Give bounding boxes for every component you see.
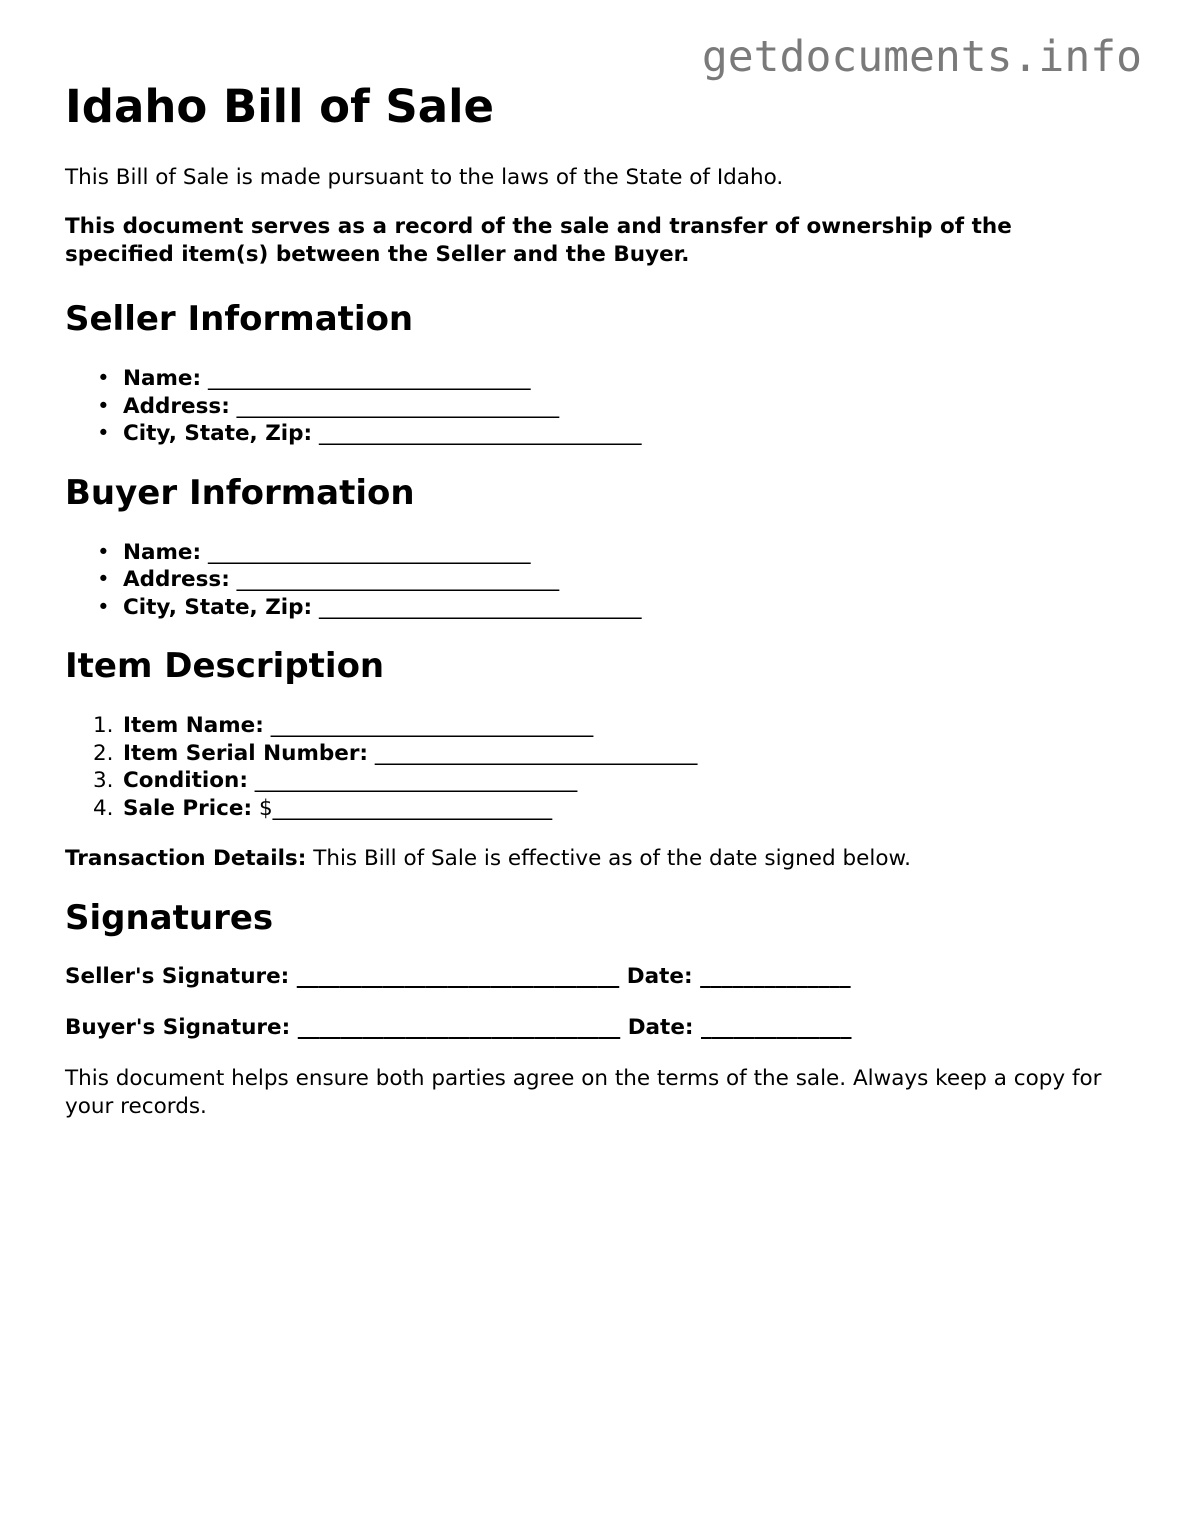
blank-line[interactable]: ______________________________	[270, 713, 594, 738]
item-name-field: 1. Item Name: ______________________________	[93, 713, 594, 738]
date-blank[interactable]: ______________	[700, 964, 851, 989]
item-heading: Item Description	[65, 646, 385, 686]
seller-signature-line: Seller's Signature: ______________________________ Date: ______________	[65, 964, 851, 989]
document-body	[65, 80, 1125, 1142]
buyer-signature-line: Buyer's Signature: ______________________________ Date: ______________	[65, 1015, 852, 1040]
blank-line[interactable]: ______________________________	[254, 768, 578, 793]
item-fields	[65, 712, 1125, 822]
seller-address-field: • Address: ______________________________	[97, 393, 560, 419]
purpose-text: This document serves as a record of the sale and transfer of ownership of the specified item(s) between the Seller and the Buyer.	[65, 214, 1012, 267]
signature-blank[interactable]: ______________________________	[296, 964, 620, 989]
buyer-address-field: • Address: ______________________________	[97, 567, 560, 592]
item-condition-field: 3. Condition: ______________________________	[93, 768, 578, 793]
intro-text: This Bill of Sale is made pursuant to the laws of the State of Idaho.	[65, 165, 784, 190]
date-blank[interactable]: ______________	[701, 1015, 852, 1040]
blank-line[interactable]: ______________________________	[319, 594, 642, 620]
bullet-icon: •	[97, 594, 110, 620]
page-title: Idaho Bill of Sale	[65, 80, 495, 133]
seller-city-field: • City, State, Zip: ______________________________	[97, 421, 642, 446]
buyer-name-field: • Name: ______________________________	[97, 539, 531, 565]
transaction-details: Transaction Details: This Bill of Sale is effective as of the date signed below.	[65, 846, 911, 871]
item-price-field: 4. Sale Price: $__________________________	[93, 795, 553, 821]
blank-line[interactable]: ______________________________	[319, 421, 642, 446]
signatures-heading: Signatures	[65, 898, 274, 938]
buyer-city-field: • City, State, Zip: ______________________________	[97, 594, 642, 620]
buyer-fields	[65, 539, 1125, 622]
blank-line[interactable]: ______________________________	[207, 366, 531, 391]
bullet-icon: •	[97, 567, 110, 592]
seller-name-field: • Name: ______________________________	[97, 366, 531, 391]
bullet-icon: •	[97, 393, 110, 419]
blank-line[interactable]: ______________________________	[374, 740, 698, 766]
item-serial-field: 2. Item Serial Number: ______________________________	[93, 740, 698, 766]
buyer-heading: Buyer Information	[65, 472, 415, 513]
blank-line[interactable]: ______________________________	[236, 567, 560, 592]
bullet-icon: •	[97, 366, 110, 391]
blank-line[interactable]: $__________________________	[258, 795, 553, 821]
blank-line[interactable]: ______________________________	[207, 539, 531, 565]
watermark: getdocuments.info	[701, 32, 1142, 82]
seller-heading: Seller Information	[65, 299, 414, 339]
bullet-icon: •	[97, 421, 110, 446]
seller-fields	[65, 365, 1125, 448]
blank-line[interactable]: ______________________________	[236, 393, 560, 419]
bullet-icon: •	[97, 539, 110, 565]
closing-text: This document helps ensure both parties agree on the terms of the sale. Always keep a copy for your records.	[65, 1066, 1102, 1119]
signature-blank[interactable]: ______________________________	[297, 1015, 621, 1040]
